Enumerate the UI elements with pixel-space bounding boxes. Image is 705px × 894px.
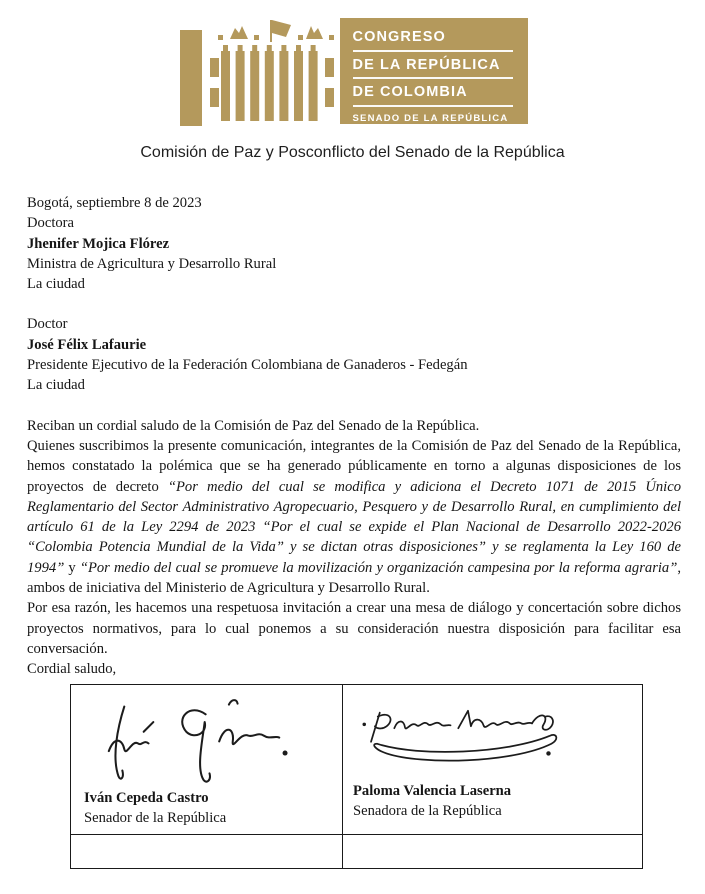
recipient-name: José Félix Lafaurie (27, 336, 147, 353)
recipient-block-minister (27, 213, 681, 294)
greeting-line: Reciban un cordial saludo de la Comisión de Paz del Senado de la República. (27, 417, 480, 434)
ivan-cepeda-signature-icon (92, 693, 297, 785)
signature-cell-cepeda (71, 684, 343, 835)
congress-logo-textbox (340, 18, 528, 124)
recipient-block-fedegan (27, 314, 681, 395)
logo-line-congreso: CONGRESO (352, 29, 446, 45)
signature-cell-valencia (343, 684, 643, 835)
date-line: Bogotá, septiembre 8 de 2023 (27, 195, 202, 211)
signature-row-next (71, 835, 643, 869)
paragraph-decrees (27, 436, 681, 598)
logo-divider (353, 50, 513, 52)
capitol-building-icon (178, 18, 334, 126)
recipient-role: Ministra de Agricultura y Desarrollo Rural (27, 255, 277, 272)
recipient-salutation: Doctor (27, 316, 68, 333)
paloma-valencia-signature-icon (359, 703, 577, 767)
decree-title-2: “Por medio del cual se promueve la movilización y organización campesina por la reforma agraria” (79, 559, 678, 576)
signature-table (70, 684, 643, 870)
closing-line: Cordial saludo, (27, 661, 117, 678)
congress-logo (0, 0, 705, 126)
recipient-role: Presidente Ejecutivo de la Federación Colombiana de Ganaderos - Fedegán (27, 357, 468, 374)
letter-body (0, 163, 705, 680)
recipient-city: La ciudad (27, 276, 85, 293)
signer-title: Senadora de la República (353, 802, 502, 819)
logo-divider (353, 105, 513, 107)
logo-line-colombia: DE COLOMBIA (352, 84, 468, 100)
logo-divider (353, 77, 513, 79)
signer-name: Paloma Valencia Laserna (353, 782, 512, 799)
recipient-city: La ciudad (27, 377, 85, 394)
decree-title-1: “Por medio del cual se modifica y adiciona el Decreto 1071 de 2015 Único Reglamentario del Sector Administrativo Agropecuario, Pesquero y de Desarrollo Rural, en cumplimiento del artículo 61 de la Ley 2294 de 2023 “Por el cual se expide el Plan Nacional de Desarrollo 2022-2026 “Colombia Potencia Mundial de la Vida” y se dictan otras disposiciones” y se reglamenta la Ley 160 de 1994” (27, 478, 681, 576)
signature-cell-empty (343, 835, 643, 869)
logo-line-republica: DE LA REPÚBLICA (352, 56, 501, 73)
signature-row (71, 684, 643, 835)
page-title: Comisión de Paz y Posconflicto del Senado de la República (140, 144, 565, 161)
paragraph-invitation: Por esa razón, les hacemos una respetuosa invitación a crear una mesa de diálogo y concertación sobre dichos proyectos normativos, para lo cual ponemos a su consideración nuestra disposición para facilitar esa conversación. (27, 600, 681, 657)
paragraph-text: Quienes suscribimos la presente comunicación, integrantes de la Comisión de Paz del Senado de la República, hemos constatado la polémica que se ha generado públicamente en torno a algunas disposiciones de los proyectos de decreto (27, 437, 681, 495)
signature-cell-empty (71, 835, 343, 869)
logo-subtitle-senado: SENADO DE LA REPÚBLICA (352, 112, 509, 124)
signer-name: Iván Cepeda Castro (84, 789, 209, 806)
recipient-name: Jhenifer Mojica Flórez (27, 235, 170, 252)
signer-title: Senador de la República (84, 809, 227, 826)
paragraph-text: y (64, 559, 80, 576)
paragraph-text: , ambos de iniciativa del Ministerio de Agricultura y Desarrollo Rural. (27, 559, 681, 597)
recipient-salutation: Doctora (27, 215, 75, 232)
